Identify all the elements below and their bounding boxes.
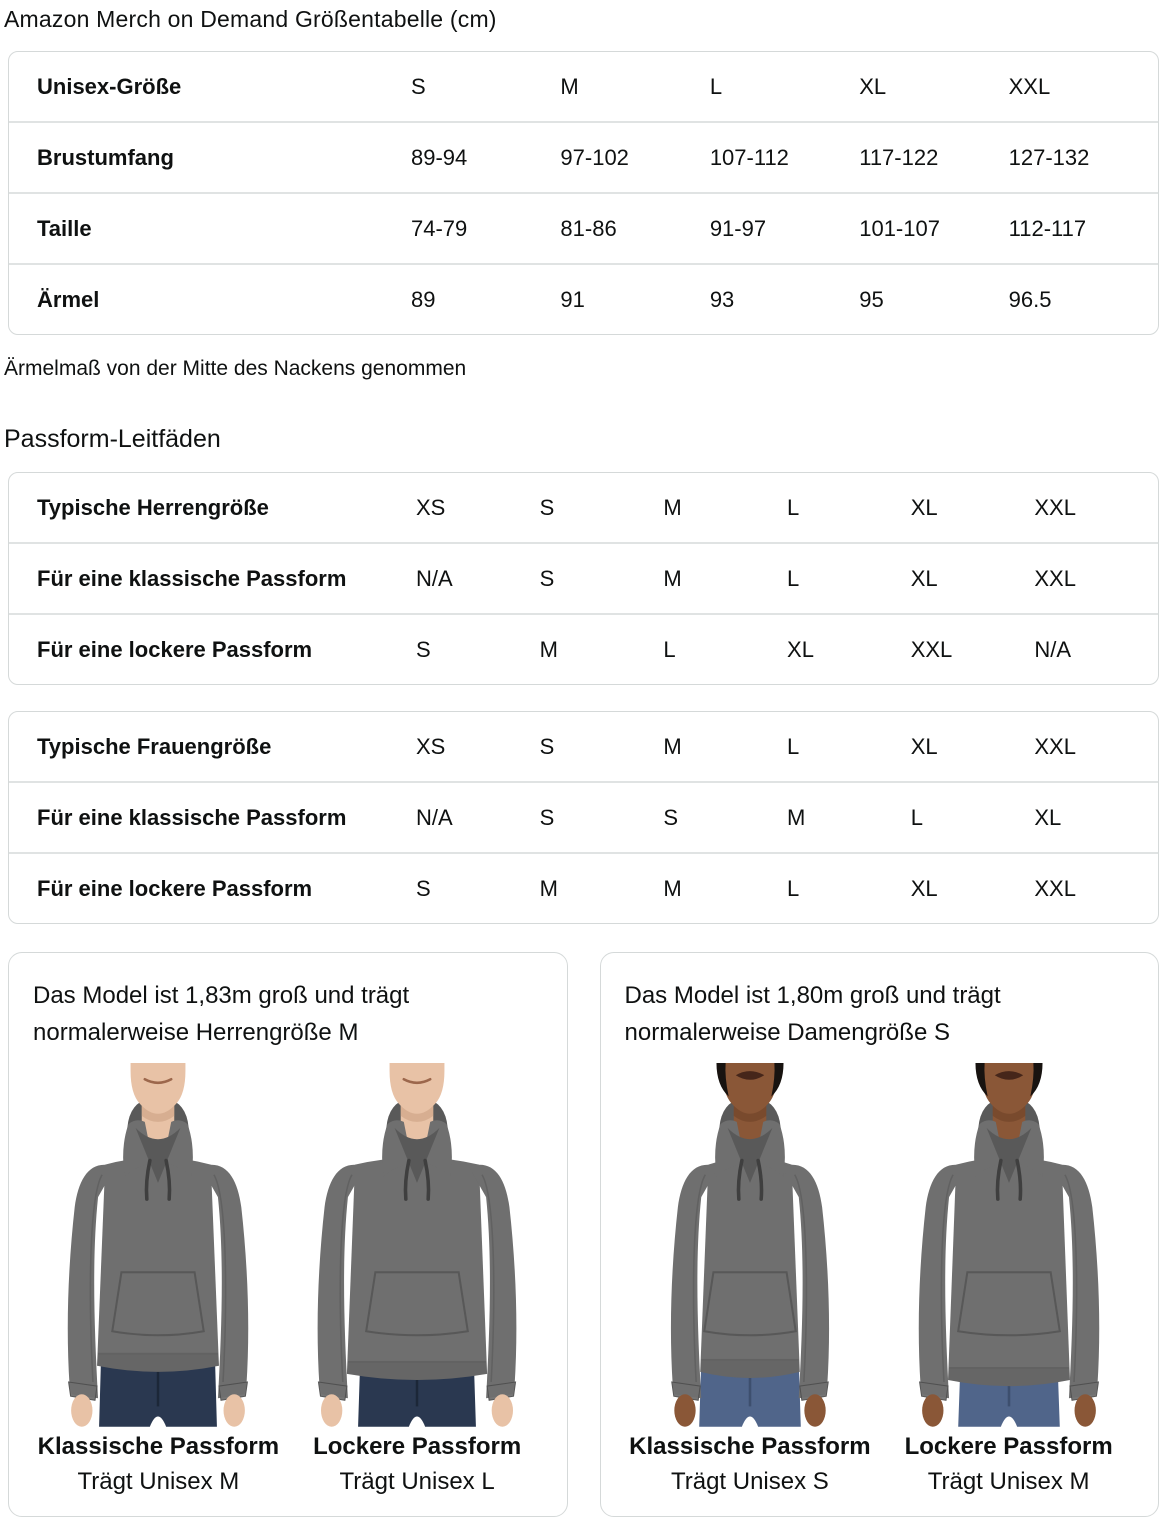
model-photo <box>882 1063 1136 1427</box>
cell: L <box>787 494 800 520</box>
cell: 93 <box>709 286 735 312</box>
row-label: Ärmel <box>37 286 100 312</box>
cell: S <box>539 565 555 591</box>
cell: 107-112 <box>709 144 789 170</box>
cell: N/A <box>416 565 453 591</box>
cell: M <box>663 733 682 759</box>
fit-subcaption: Trägt Unisex L <box>339 1467 495 1495</box>
fit-guides-heading: Passform-Leitfäden <box>4 425 221 453</box>
cell: M <box>539 875 558 901</box>
cell: M <box>539 636 558 662</box>
row-label: Unisex-Größe <box>37 73 182 99</box>
unisex-size-table <box>8 51 1159 335</box>
cell: N/A <box>1034 636 1072 662</box>
row-label: Brustumfang <box>37 144 174 170</box>
table-row <box>9 473 1158 542</box>
model-photo <box>623 1063 877 1427</box>
figures-row <box>621 1063 1139 1496</box>
figure-classic-fit <box>29 1063 288 1496</box>
figure-loose-fit <box>879 1063 1138 1496</box>
cell: 127-132 <box>1008 144 1090 170</box>
mens-fit-table <box>8 472 1159 685</box>
row-label: Taille <box>37 215 92 241</box>
fit-caption: Lockere Passform <box>313 1432 522 1460</box>
model-description: Das Model ist 1,80m groß und trägt normalerweise Damengröße S <box>624 982 1001 1046</box>
table-row <box>9 52 1158 121</box>
cell: XXL <box>1008 73 1051 99</box>
cell: S <box>539 804 555 830</box>
cell: L <box>787 875 800 901</box>
cell: 96.5 <box>1008 286 1052 312</box>
model-photo <box>290 1063 544 1427</box>
cell: 117-122 <box>859 144 939 170</box>
cell: S <box>416 875 431 901</box>
cell: 101-107 <box>859 215 940 241</box>
cell: XL <box>910 733 938 759</box>
cell: M <box>663 565 682 591</box>
page-title: Amazon Merch on Demand Größentabelle (cm) <box>4 6 497 32</box>
figure-loose-fit <box>288 1063 547 1496</box>
cell: 81-86 <box>560 215 617 241</box>
table-row <box>9 121 1158 192</box>
model-cards <box>8 952 1159 1517</box>
cell: XL <box>910 565 938 591</box>
cell: XL <box>859 73 887 99</box>
cell: M <box>787 804 806 830</box>
cell: XS <box>416 733 446 759</box>
cell: N/A <box>416 804 453 830</box>
figures-row <box>29 1063 547 1496</box>
cell: S <box>663 804 679 830</box>
cell: 89-94 <box>411 144 468 170</box>
cell: XL <box>1034 804 1062 830</box>
cell: 97-102 <box>560 144 629 170</box>
cell: S <box>539 494 555 520</box>
row-label: Für eine klassische Passform <box>37 565 347 591</box>
cell: XL <box>910 875 938 901</box>
row-label: Typische Herrengröße <box>37 494 269 520</box>
fit-subcaption: Trägt Unisex S <box>670 1467 829 1495</box>
table-row <box>9 712 1158 781</box>
cell: 74-79 <box>411 215 468 241</box>
cell: M <box>560 73 579 99</box>
cell: L <box>787 565 800 591</box>
table-row <box>9 852 1158 923</box>
cell: L <box>709 73 723 99</box>
row-label: Für eine lockere Passform <box>37 875 313 901</box>
cell: 89 <box>411 286 436 312</box>
cell: XXL <box>1034 494 1076 520</box>
model-card-men <box>8 952 568 1517</box>
cell: M <box>663 494 682 520</box>
fit-caption: Klassische Passform <box>37 1432 280 1460</box>
cell: S <box>416 636 431 662</box>
sleeve-measure-note: Ärmelmaß von der Mitte des Nackens genommen <box>4 357 467 380</box>
cell: XXL <box>1034 875 1076 901</box>
model-description: Das Model ist 1,83m groß und trägt normalerweise Herrengröße M <box>33 982 410 1046</box>
cell: L <box>663 636 676 662</box>
row-label: Für eine lockere Passform <box>37 636 313 662</box>
cell: L <box>910 804 923 830</box>
fit-caption: Lockere Passform <box>904 1432 1113 1460</box>
cell: 91-97 <box>709 215 767 241</box>
cell: XS <box>416 494 446 520</box>
fit-caption: Klassische Passform <box>629 1432 871 1460</box>
row-label: Typische Frauengröße <box>37 733 272 759</box>
table-row <box>9 192 1158 263</box>
table-row <box>9 613 1158 684</box>
cell: M <box>663 875 682 901</box>
cell: 112-117 <box>1008 215 1087 241</box>
figure-classic-fit <box>621 1063 880 1496</box>
fit-subcaption: Trägt Unisex M <box>77 1467 240 1495</box>
womens-fit-table <box>8 711 1159 924</box>
table-row <box>9 263 1158 334</box>
model-card-women <box>600 952 1160 1517</box>
row-label: Für eine klassische Passform <box>37 804 347 830</box>
cell: S <box>411 73 426 99</box>
cell: 91 <box>560 286 585 312</box>
cell: XXL <box>1034 733 1076 759</box>
fit-subcaption: Trägt Unisex M <box>927 1467 1090 1495</box>
cell: XL <box>787 636 814 662</box>
cell: 95 <box>859 286 884 312</box>
model-photo <box>31 1063 285 1427</box>
cell: L <box>787 733 800 759</box>
table-row <box>9 542 1158 613</box>
table-row <box>9 781 1158 852</box>
cell: XXL <box>1034 565 1076 591</box>
cell: S <box>539 733 555 759</box>
cell: XL <box>910 494 938 520</box>
cell: XXL <box>910 636 953 662</box>
